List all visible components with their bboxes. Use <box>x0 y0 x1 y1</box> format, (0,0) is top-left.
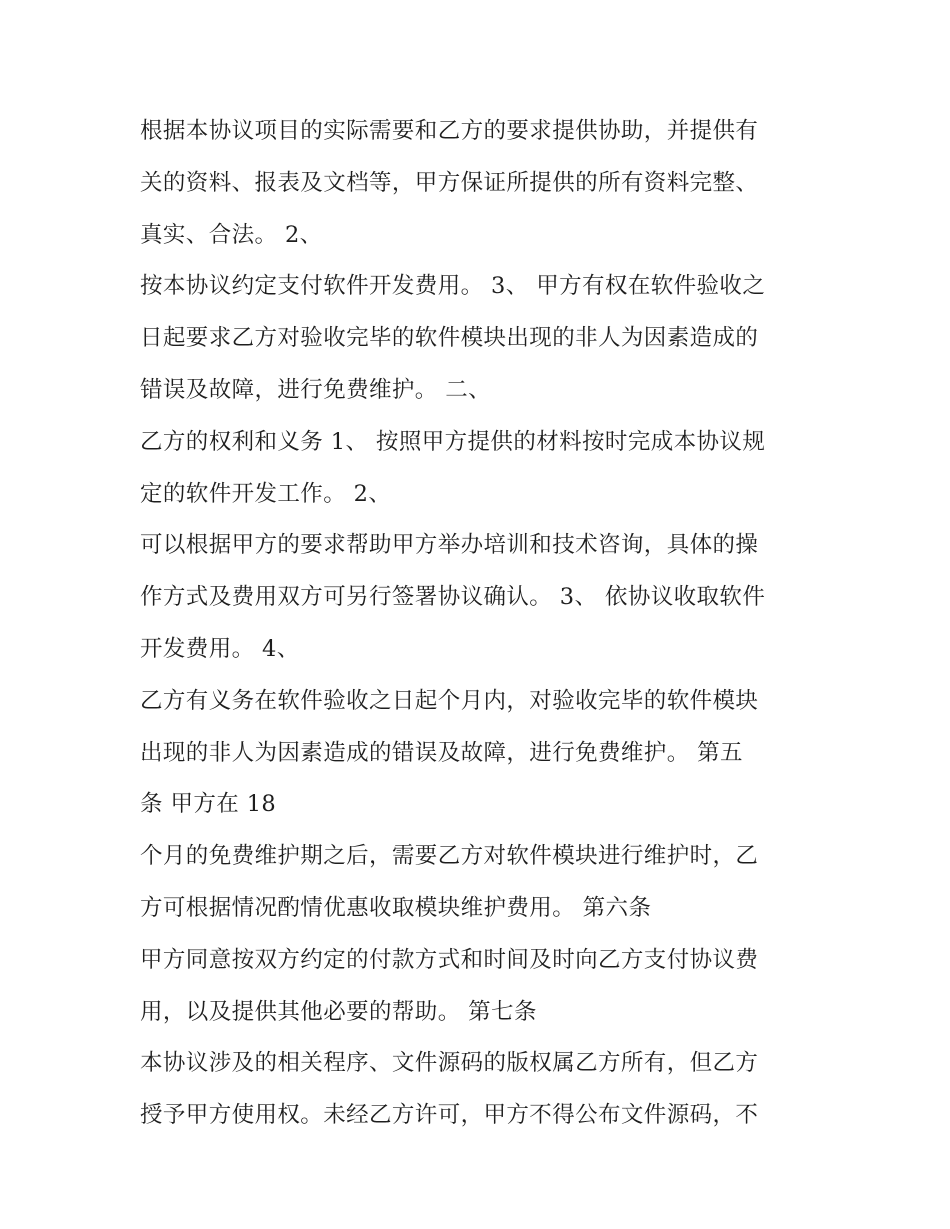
text-line: 方可根据情况酌情优惠收取模块维护费用。 第六条 <box>140 894 652 921</box>
text-line: 甲方同意按双方约定的付款方式和时间及时向乙方支付协议费 <box>140 946 759 973</box>
text-line: 本协议涉及的相关程序、文件源码的版权属乙方所有，但乙方 <box>140 1050 759 1077</box>
text-line: 可以根据甲方的要求帮助甲方举办培训和技术咨询，具体的操 <box>140 532 759 559</box>
text-line: 作方式及费用双方可另行签署协议确认。 3、 依协议收取软件 <box>140 584 766 611</box>
text-line: 乙方的权利和义务 1、 按照甲方提供的材料按时完成本协议规 <box>140 428 766 455</box>
text-line: 日起要求乙方对验收完毕的软件模块出现的非人为因素造成的 <box>140 325 759 352</box>
text-line: 错误及故障，进行免费维护。 二、 <box>140 376 492 403</box>
text-line: 定的软件开发工作。 2、 <box>140 480 392 507</box>
text-line: 真实、合法。 2、 <box>140 221 323 248</box>
text-line: 条 甲方在 18 <box>140 791 277 818</box>
text-line: 出现的非人为因素造成的错误及故障，进行免费维护。 第五 <box>140 739 743 766</box>
text-line: 开发费用。 4、 <box>140 635 300 662</box>
text-line: 按本协议约定支付软件开发费用。 3、 甲方有权在软件验收之 <box>140 273 766 300</box>
contract-body-text <box>140 106 830 1142</box>
text-line: 用，以及提供其他必要的帮助。 第七条 <box>140 998 537 1025</box>
text-line: 乙方有义务在软件验收之日起个月内，对验收完毕的软件模块 <box>140 687 759 714</box>
text-line: 授予甲方使用权。未经乙方许可，甲方不得公布文件源码，不 <box>140 1102 759 1129</box>
text-line: 关的资料、报表及文档等，甲方保证所提供的所有资料完整、 <box>140 169 759 196</box>
text-line: 个月的免费维护期之后，需要乙方对软件模块进行维护时，乙 <box>140 843 759 870</box>
text-line: 根据本协议项目的实际需要和乙方的要求提供协助，并提供有 <box>140 118 759 144</box>
